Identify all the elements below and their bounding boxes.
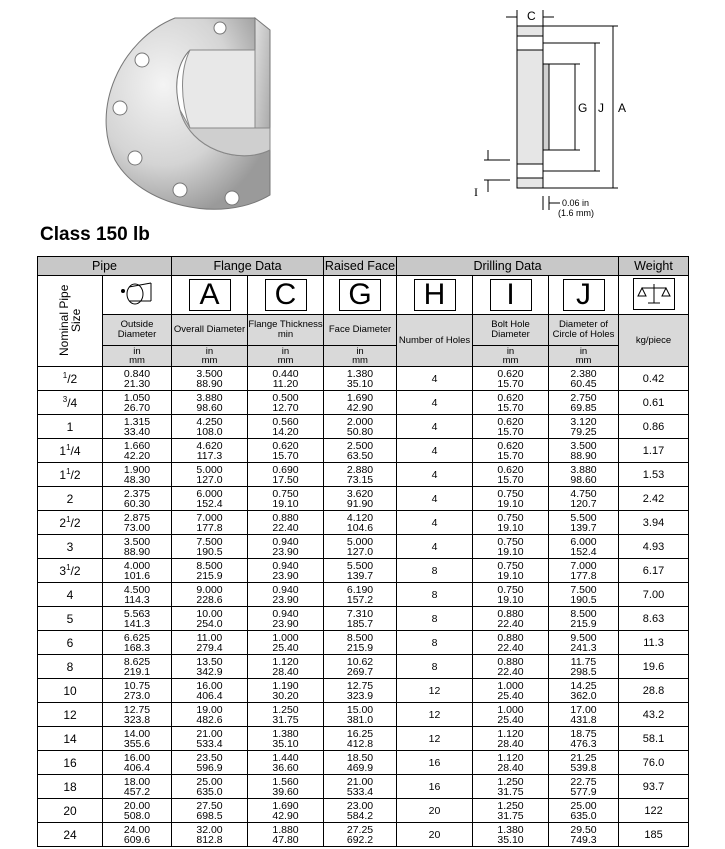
face-diameter-cell: 3.620 91.90 bbox=[324, 487, 397, 511]
outside-diameter-cell: 14.00 355.6 bbox=[103, 727, 172, 751]
desc-face: Face Diameter bbox=[324, 315, 397, 346]
overall-diameter-cell: 13.50 342.9 bbox=[172, 655, 248, 679]
table-row bbox=[38, 823, 689, 847]
number-of-holes-cell: 4 bbox=[397, 535, 473, 559]
group-pipe: Pipe bbox=[38, 257, 172, 276]
bolt-circle-diameter-cell: 22.75 577.9 bbox=[549, 775, 619, 799]
group-drilling-data: Drilling Data bbox=[397, 257, 619, 276]
bolt-hole-diameter-cell: 1.380 35.10 bbox=[473, 823, 549, 847]
overall-diameter-cell: 7.000 177.8 bbox=[172, 511, 248, 535]
description-row bbox=[38, 315, 689, 346]
flange-thickness-cell: 1.880 47.80 bbox=[248, 823, 324, 847]
number-of-holes-cell: 4 bbox=[397, 415, 473, 439]
bolt-hole-diameter-cell: 0.880 22.40 bbox=[473, 607, 549, 631]
outside-diameter-cell: 4.000 101.6 bbox=[103, 559, 172, 583]
flange-thickness-cell: 1.440 36.60 bbox=[248, 751, 324, 775]
number-of-holes-cell: 4 bbox=[397, 439, 473, 463]
symbol-i-cell bbox=[473, 276, 549, 315]
bolt-hole-diameter-cell: 0.620 15.70 bbox=[473, 391, 549, 415]
pipe-size-cell: 20 bbox=[38, 799, 103, 823]
face-diameter-cell: 2.880 73.15 bbox=[324, 463, 397, 487]
bolt-hole-diameter-cell: 0.750 19.10 bbox=[473, 583, 549, 607]
symbol-j: J bbox=[563, 279, 605, 311]
flange-thickness-cell: 1.190 30.20 bbox=[248, 679, 324, 703]
table-row bbox=[38, 679, 689, 703]
bolt-circle-diameter-cell: 7.000 177.8 bbox=[549, 559, 619, 583]
table-row bbox=[38, 799, 689, 823]
bolt-circle-diameter-cell: 18.75 476.3 bbox=[549, 727, 619, 751]
note-in: 0.06 in bbox=[562, 198, 590, 208]
bolt-hole-diameter-cell: 0.750 19.10 bbox=[473, 559, 549, 583]
weight-cell: 0.42 bbox=[619, 367, 689, 391]
face-diameter-cell: 2.500 63.50 bbox=[324, 439, 397, 463]
bolt-circle-diameter-cell: 2.380 60.45 bbox=[549, 367, 619, 391]
number-of-holes-cell: 8 bbox=[397, 583, 473, 607]
table-row bbox=[38, 727, 689, 751]
face-diameter-cell: 1.690 42.90 bbox=[324, 391, 397, 415]
symbol-a: A bbox=[189, 279, 231, 311]
face-diameter-cell: 4.120 104.6 bbox=[324, 511, 397, 535]
pipe-size-cell: 4 bbox=[38, 583, 103, 607]
flange-thickness-cell: 0.560 14.20 bbox=[248, 415, 324, 439]
pipe-symbol-cell bbox=[103, 276, 172, 315]
bolt-circle-diameter-cell: 14.25 362.0 bbox=[549, 679, 619, 703]
bolt-circle-diameter-cell: 17.00 431.8 bbox=[549, 703, 619, 727]
bolt-hole-diameter-cell: 0.750 19.10 bbox=[473, 535, 549, 559]
outside-diameter-cell: 1.315 33.40 bbox=[103, 415, 172, 439]
bolt-circle-diameter-cell: 8.500 215.9 bbox=[549, 607, 619, 631]
overall-diameter-cell: 25.00 635.0 bbox=[172, 775, 248, 799]
table-row bbox=[38, 751, 689, 775]
outside-diameter-cell: 1.660 42.20 bbox=[103, 439, 172, 463]
pipe-size-cell: 3 bbox=[38, 535, 103, 559]
table-row bbox=[38, 535, 689, 559]
outside-diameter-cell: 0.840 21.30 bbox=[103, 367, 172, 391]
overall-diameter-cell: 11.00 279.4 bbox=[172, 631, 248, 655]
bolt-circle-diameter-cell: 21.25 539.8 bbox=[549, 751, 619, 775]
bolt-circle-diameter-cell: 2.750 69.85 bbox=[549, 391, 619, 415]
number-of-holes-cell: 4 bbox=[397, 391, 473, 415]
symbol-c: C bbox=[265, 279, 307, 311]
number-of-holes-cell: 4 bbox=[397, 487, 473, 511]
pipe-size-cell: 2 bbox=[38, 487, 103, 511]
bolt-circle-diameter-cell: 6.000 152.4 bbox=[549, 535, 619, 559]
dim-label-c: C bbox=[527, 9, 536, 23]
weight-cell: 19.6 bbox=[619, 655, 689, 679]
face-diameter-cell: 10.62 269.7 bbox=[324, 655, 397, 679]
overall-diameter-cell: 19.00 482.6 bbox=[172, 703, 248, 727]
number-of-holes-cell: 4 bbox=[397, 367, 473, 391]
flange-thickness-cell: 0.440 11.20 bbox=[248, 367, 324, 391]
pipe-size-cell: $1^1/2$ bbox=[38, 463, 103, 487]
flange-thickness-cell: 0.690 17.50 bbox=[248, 463, 324, 487]
bolt-hole-diameter-cell: 0.750 19.10 bbox=[473, 487, 549, 511]
face-diameter-cell: 27.25 692.2 bbox=[324, 823, 397, 847]
flange-thickness-cell: 1.000 25.40 bbox=[248, 631, 324, 655]
overall-diameter-cell: 3.500 88.90 bbox=[172, 367, 248, 391]
overall-diameter-cell: 7.500 190.5 bbox=[172, 535, 248, 559]
outside-diameter-cell: 2.375 60.30 bbox=[103, 487, 172, 511]
outside-diameter-cell: 10.75 273.0 bbox=[103, 679, 172, 703]
table-row bbox=[38, 367, 689, 391]
number-of-holes-cell: 20 bbox=[397, 823, 473, 847]
outside-diameter-cell: 6.625 168.3 bbox=[103, 631, 172, 655]
bolt-circle-diameter-cell: 25.00 635.0 bbox=[549, 799, 619, 823]
dim-label-g: G bbox=[578, 101, 588, 115]
unit-cell: in mm bbox=[473, 346, 549, 367]
table-row bbox=[38, 583, 689, 607]
bolt-hole-diameter-cell: 1.250 31.75 bbox=[473, 799, 549, 823]
group-flange-data: Flange Data bbox=[172, 257, 324, 276]
symbol-a-cell bbox=[172, 276, 248, 315]
weight-cell: 7.00 bbox=[619, 583, 689, 607]
face-diameter-cell: 12.75 323.9 bbox=[324, 679, 397, 703]
overall-diameter-cell: 3.880 98.60 bbox=[172, 391, 248, 415]
face-diameter-cell: 8.500 215.9 bbox=[324, 631, 397, 655]
pipe-size-cell: $^1$/2 bbox=[38, 367, 103, 391]
bolt-hole-diameter-cell: 0.620 15.70 bbox=[473, 415, 549, 439]
flange-thickness-cell: 0.940 23.90 bbox=[248, 535, 324, 559]
pipe-size-cell: $3^1/2$ bbox=[38, 559, 103, 583]
flange-thickness-cell: 1.250 31.75 bbox=[248, 703, 324, 727]
dim-label-a: A bbox=[618, 101, 627, 115]
table-row bbox=[38, 631, 689, 655]
desc-holes: Number of Holes bbox=[397, 315, 473, 367]
outside-diameter-cell: 3.500 88.90 bbox=[103, 535, 172, 559]
scale-symbol-cell bbox=[619, 276, 689, 315]
face-diameter-cell: 6.190 157.2 bbox=[324, 583, 397, 607]
bolt-hole-diameter-cell: 0.620 15.70 bbox=[473, 367, 549, 391]
bolt-circle-diameter-cell: 3.880 98.60 bbox=[549, 463, 619, 487]
overall-diameter-cell: 32.00 812.8 bbox=[172, 823, 248, 847]
pipe-icon bbox=[115, 279, 159, 309]
weight-cell: 43.2 bbox=[619, 703, 689, 727]
outside-diameter-cell: 18.00 457.2 bbox=[103, 775, 172, 799]
number-of-holes-cell: 4 bbox=[397, 463, 473, 487]
symbol-g: G bbox=[339, 279, 381, 311]
symbol-g-cell bbox=[324, 276, 397, 315]
flange-thickness-cell: 0.880 22.40 bbox=[248, 511, 324, 535]
face-diameter-cell: 5.500 139.7 bbox=[324, 559, 397, 583]
flange-thickness-cell: 0.500 12.70 bbox=[248, 391, 324, 415]
bolt-circle-diameter-cell: 4.750 120.7 bbox=[549, 487, 619, 511]
bolt-hole-diameter-cell: 1.120 28.40 bbox=[473, 751, 549, 775]
pipe-size-cell: 18 bbox=[38, 775, 103, 799]
unit-cell: in mm bbox=[549, 346, 619, 367]
group-raised-face: Raised Face bbox=[324, 257, 397, 276]
weight-cell: 11.3 bbox=[619, 631, 689, 655]
outside-diameter-cell: 1.900 48.30 bbox=[103, 463, 172, 487]
overall-diameter-cell: 6.000 152.4 bbox=[172, 487, 248, 511]
desc-kg-per-piece: kg/piece bbox=[619, 315, 689, 367]
number-of-holes-cell: 20 bbox=[397, 799, 473, 823]
nps-header bbox=[38, 276, 103, 367]
pipe-size-cell: $2^1/2$ bbox=[38, 511, 103, 535]
flange-thickness-cell: 1.120 28.40 bbox=[248, 655, 324, 679]
dim-label-j: J bbox=[598, 101, 604, 115]
symbol-i: I bbox=[490, 279, 532, 311]
overall-diameter-cell: 8.500 215.9 bbox=[172, 559, 248, 583]
weight-cell: 58.1 bbox=[619, 727, 689, 751]
pipe-size-cell: 8 bbox=[38, 655, 103, 679]
weight-cell: 1.53 bbox=[619, 463, 689, 487]
weight-cell: 3.94 bbox=[619, 511, 689, 535]
desc-bolt: Bolt Hole Diameter bbox=[473, 315, 549, 346]
weight-cell: 0.86 bbox=[619, 415, 689, 439]
group-header-row bbox=[38, 257, 689, 276]
table-row bbox=[38, 607, 689, 631]
flange-thickness-cell: 1.690 42.90 bbox=[248, 799, 324, 823]
scale-icon bbox=[633, 278, 675, 310]
nps-label: Nominal Pipe Size bbox=[57, 283, 83, 356]
overall-diameter-cell: 4.250 108.0 bbox=[172, 415, 248, 439]
outside-diameter-cell: 2.875 73.00 bbox=[103, 511, 172, 535]
flange-thickness-cell: 0.940 23.90 bbox=[248, 559, 324, 583]
pipe-size-cell: 6 bbox=[38, 631, 103, 655]
outside-diameter-cell: 24.00 609.6 bbox=[103, 823, 172, 847]
face-diameter-cell: 5.000 127.0 bbox=[324, 535, 397, 559]
face-diameter-cell: 16.25 412.8 bbox=[324, 727, 397, 751]
outside-diameter-cell: 16.00 406.4 bbox=[103, 751, 172, 775]
number-of-holes-cell: 12 bbox=[397, 727, 473, 751]
table-row bbox=[38, 559, 689, 583]
table-row bbox=[38, 511, 689, 535]
bolt-hole-diameter-cell: 1.250 31.75 bbox=[473, 775, 549, 799]
weight-cell: 2.42 bbox=[619, 487, 689, 511]
desc-overall: Overall Diameter bbox=[172, 315, 248, 346]
table-row bbox=[38, 775, 689, 799]
table-row bbox=[38, 439, 689, 463]
weight-cell: 93.7 bbox=[619, 775, 689, 799]
outside-diameter-cell: 20.00 508.0 bbox=[103, 799, 172, 823]
pipe-size-cell: 24 bbox=[38, 823, 103, 847]
desc-thickness: Flange Thickness min bbox=[248, 315, 324, 346]
pipe-size-cell: $1^1/4$ bbox=[38, 439, 103, 463]
face-diameter-cell: 23.00 584.2 bbox=[324, 799, 397, 823]
outside-diameter-cell: 5.563 141.3 bbox=[103, 607, 172, 631]
weight-cell: 122 bbox=[619, 799, 689, 823]
table-row bbox=[38, 703, 689, 727]
table-body bbox=[38, 367, 689, 847]
pipe-size-cell: $^3$/4 bbox=[38, 391, 103, 415]
outside-diameter-cell: 1.050 26.70 bbox=[103, 391, 172, 415]
face-diameter-cell: 18.50 469.9 bbox=[324, 751, 397, 775]
flange-dimension-diagram bbox=[470, 0, 670, 220]
overall-diameter-cell: 4.620 117.3 bbox=[172, 439, 248, 463]
bolt-hole-diameter-cell: 0.750 19.10 bbox=[473, 511, 549, 535]
table-row bbox=[38, 487, 689, 511]
overall-diameter-cell: 9.000 228.6 bbox=[172, 583, 248, 607]
number-of-holes-cell: 4 bbox=[397, 511, 473, 535]
unit-cell: in mm bbox=[324, 346, 397, 367]
pipe-size-cell: 14 bbox=[38, 727, 103, 751]
number-of-holes-cell: 16 bbox=[397, 751, 473, 775]
flange-thickness-cell: 0.940 23.90 bbox=[248, 583, 324, 607]
desc-outside: Outside Diameter bbox=[103, 315, 172, 346]
overall-diameter-cell: 23.50 596.9 bbox=[172, 751, 248, 775]
bolt-hole-diameter-cell: 0.620 15.70 bbox=[473, 439, 549, 463]
bolt-hole-diameter-cell: 1.000 25.40 bbox=[473, 703, 549, 727]
symbol-h-cell bbox=[397, 276, 473, 315]
overall-diameter-cell: 21.00 533.4 bbox=[172, 727, 248, 751]
note-mm: (1.6 mm) bbox=[558, 208, 594, 218]
outside-diameter-cell: 12.75 323.8 bbox=[103, 703, 172, 727]
table-row bbox=[38, 463, 689, 487]
symbol-row bbox=[38, 276, 689, 315]
group-weight: Weight bbox=[619, 257, 689, 276]
flange-thickness-cell: 0.750 19.10 bbox=[248, 487, 324, 511]
table-row bbox=[38, 391, 689, 415]
desc-circle: Diameter of Circle of Holes bbox=[549, 315, 619, 346]
bolt-circle-diameter-cell: 3.500 88.90 bbox=[549, 439, 619, 463]
bolt-hole-diameter-cell: 0.880 22.40 bbox=[473, 631, 549, 655]
figure-area bbox=[0, 0, 725, 220]
face-diameter-cell: 7.310 185.7 bbox=[324, 607, 397, 631]
face-diameter-cell: 21.00 533.4 bbox=[324, 775, 397, 799]
bolt-circle-diameter-cell: 29.50 749.3 bbox=[549, 823, 619, 847]
bolt-circle-diameter-cell: 5.500 139.7 bbox=[549, 511, 619, 535]
symbol-j-cell bbox=[549, 276, 619, 315]
unit-cell: in mm bbox=[248, 346, 324, 367]
pipe-size-cell: 16 bbox=[38, 751, 103, 775]
face-diameter-cell: 1.380 35.10 bbox=[324, 367, 397, 391]
bolt-hole-diameter-cell: 1.000 25.40 bbox=[473, 679, 549, 703]
number-of-holes-cell: 8 bbox=[397, 559, 473, 583]
weight-cell: 76.0 bbox=[619, 751, 689, 775]
symbol-h: H bbox=[414, 279, 456, 311]
weight-cell: 6.17 bbox=[619, 559, 689, 583]
outside-diameter-cell: 8.625 219.1 bbox=[103, 655, 172, 679]
pipe-size-cell: 1 bbox=[38, 415, 103, 439]
unit-cell: in mm bbox=[172, 346, 248, 367]
overall-diameter-cell: 5.000 127.0 bbox=[172, 463, 248, 487]
weight-cell: 8.63 bbox=[619, 607, 689, 631]
weight-cell: 185 bbox=[619, 823, 689, 847]
outside-diameter-cell: 4.500 114.3 bbox=[103, 583, 172, 607]
number-of-holes-cell: 8 bbox=[397, 607, 473, 631]
number-of-holes-cell: 8 bbox=[397, 631, 473, 655]
weight-cell: 0.61 bbox=[619, 391, 689, 415]
flange-thickness-cell: 1.380 35.10 bbox=[248, 727, 324, 751]
bolt-circle-diameter-cell: 7.500 190.5 bbox=[549, 583, 619, 607]
bolt-hole-diameter-cell: 0.620 15.70 bbox=[473, 463, 549, 487]
table-row bbox=[38, 655, 689, 679]
bolt-circle-diameter-cell: 11.75 298.5 bbox=[549, 655, 619, 679]
table-row bbox=[38, 415, 689, 439]
face-diameter-cell: 2.000 50.80 bbox=[324, 415, 397, 439]
number-of-holes-cell: 12 bbox=[397, 703, 473, 727]
flange-thickness-cell: 0.620 15.70 bbox=[248, 439, 324, 463]
number-of-holes-cell: 12 bbox=[397, 679, 473, 703]
flange-illustration bbox=[80, 0, 350, 220]
overall-diameter-cell: 27.50 698.5 bbox=[172, 799, 248, 823]
bolt-hole-diameter-cell: 0.880 22.40 bbox=[473, 655, 549, 679]
number-of-holes-cell: 8 bbox=[397, 655, 473, 679]
number-of-holes-cell: 16 bbox=[397, 775, 473, 799]
overall-diameter-cell: 16.00 406.4 bbox=[172, 679, 248, 703]
unit-row bbox=[38, 346, 689, 367]
flange-spec-table bbox=[37, 256, 689, 847]
bolt-circle-diameter-cell: 3.120 79.25 bbox=[549, 415, 619, 439]
page-title: Class 150 lb bbox=[40, 224, 150, 245]
bolt-circle-diameter-cell: 9.500 241.3 bbox=[549, 631, 619, 655]
pipe-size-cell: 12 bbox=[38, 703, 103, 727]
weight-cell: 28.8 bbox=[619, 679, 689, 703]
pipe-size-cell: 10 bbox=[38, 679, 103, 703]
weight-cell: 4.93 bbox=[619, 535, 689, 559]
flange-thickness-cell: 1.560 39.60 bbox=[248, 775, 324, 799]
dim-label-i: I bbox=[474, 185, 478, 199]
symbol-c-cell bbox=[248, 276, 324, 315]
pipe-size-cell: 5 bbox=[38, 607, 103, 631]
face-diameter-cell: 15.00 381.0 bbox=[324, 703, 397, 727]
flange-thickness-cell: 0.940 23.90 bbox=[248, 607, 324, 631]
overall-diameter-cell: 10.00 254.0 bbox=[172, 607, 248, 631]
bolt-hole-diameter-cell: 1.120 28.40 bbox=[473, 727, 549, 751]
unit-cell: in mm bbox=[103, 346, 172, 367]
weight-cell: 1.17 bbox=[619, 439, 689, 463]
